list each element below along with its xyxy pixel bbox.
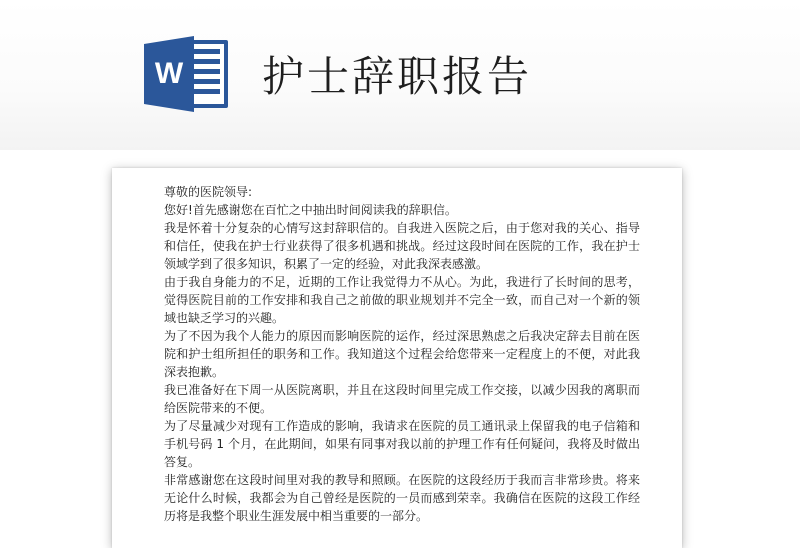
word-document-icon (142, 32, 232, 116)
document-body (164, 183, 640, 525)
body-paragraph: 由于我自身能力的不足，近期的工作让我觉得力不从心。为此，我进行了长时间的思考，觉得医院目前的工作安排和我自己之前做的职业规划并不完全一致，而自己对一个新的领域也缺乏学习的兴趣。 (164, 275, 640, 325)
body-paragraph: 为了尽量减少对现有工作造成的影响，我请求在医院的员工通讯录上保留我的电子信箱和手机号码 1 个月，在此期间，如果有同事对我以前的护理工作有任何疑问，我将及时做出答复。 (164, 419, 640, 469)
body-paragraph: 为了不因为我个人能力的原因而影响医院的运作，经过深思熟虑之后我决定辞去目前在医院和护士组所担任的职务和工作。我知道这个过程会给您带来一定程度上的不便，对此我深表抱歉。 (164, 329, 640, 379)
page-title: 护士辞职报告 (262, 52, 533, 101)
salutation: 尊敬的医院领导: (164, 185, 253, 199)
body-paragraph: 我是怀着十分复杂的心情写这封辞职信的。自我进入医院之后，由于您对我的关心、指导和信任，使我在护士行业获得了很多机遇和挑战。经过这段时间在医院的工作，我在护士领域学到了很多知识，积累了一定的经验，对此我深表感激。 (164, 221, 640, 271)
word-logo-letter: W (154, 57, 184, 90)
body-paragraph: 非常感谢您在这段时间里对我的教导和照顾。在医院的这段经历于我而言非常珍贵。将来无论什么时候，我都会为自己曾经是医院的一员而感到荣幸。我确信在医院的这段工作经历将是我整个职业生涯发展中相当重要的一部分。 (164, 473, 640, 523)
greeting-paragraph: 您好!首先感谢您在百忙之中抽出时间阅读我的辞职信。 (164, 203, 457, 217)
body-paragraph: 我已准备好在下周一从医院离职，并且在这段时间里完成工作交接，以减少因我的离职而给医院带来的不便。 (164, 383, 640, 415)
word-logo-graphic (142, 32, 232, 116)
